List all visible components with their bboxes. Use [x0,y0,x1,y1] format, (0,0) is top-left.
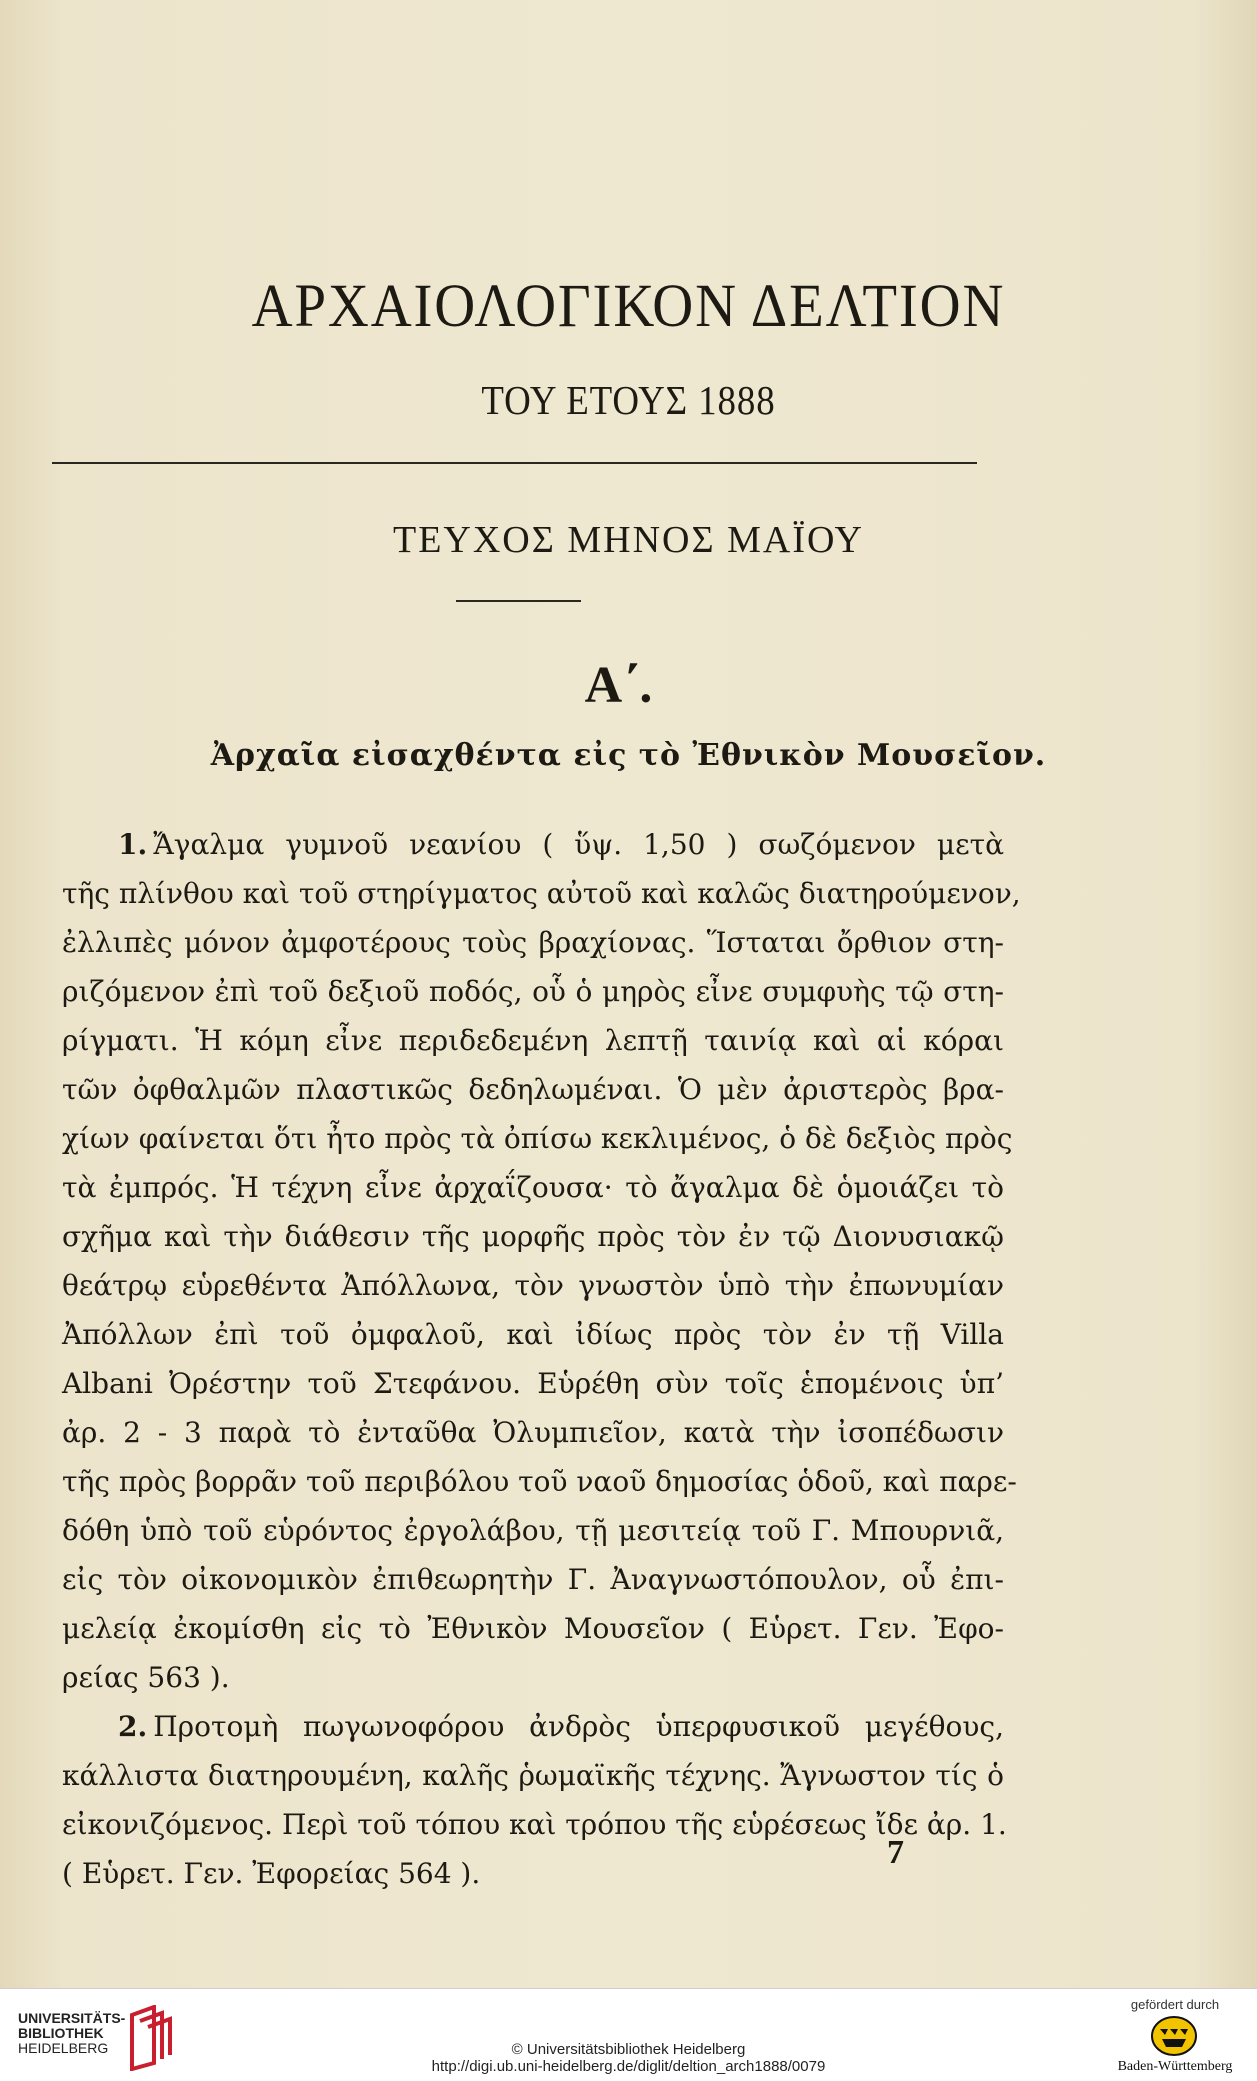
funder-crest-icon[interactable] [1150,2015,1198,2057]
text-line [62,918,1004,967]
text-line [62,1800,1007,1849]
text-line [62,1702,1004,1751]
text-line [62,1359,1004,1408]
text-line [62,1653,1004,1702]
copyright-text: © Universitätsbibliothek Heidelberg [511,2041,746,2058]
line-text: εἰς τὸν οἰκονομικὸν ἐπιθεωρητὴν Γ. Ἀναγνωστόπουλον, οὗ ἐπι- [62,1563,1004,1596]
text-line [62,1849,1004,1898]
issue-heading: ΤΕΥΧΟΣ ΜΗΝΟΣ ΜΑΪΟΥ [393,519,864,561]
text-line [62,1751,1004,1800]
text-line [62,1212,1004,1261]
line-text: Προτομὴ πωγωνοφόρου ἀνδρὸς ὑπερφυσικοῦ μεγέθους, [153,1710,1004,1743]
library-name-line: UNIVERSITÄTS- [18,2010,126,2026]
text-line [62,820,1004,869]
journal-title: ΑΡΧΑΙΟΛΟΓΙΚΟΝ ΔΕΛΤΙΟΝ [251,273,1006,340]
copyright-notice [0,2041,1257,2075]
line-text: θεάτρῳ εὑρεθέντα Ἀπόλλωνα, τὸν γνωστὸν ὑπὸ τὴν ἐπωνυμίαν [62,1269,1004,1302]
line-text: χίων φαίνεται ὅτι ἦτο πρὸς τὰ ὀπίσω κεκλιμένος, ὁ δὲ δεξιὸς πρὸς [62,1122,1013,1155]
library-name-line: HEIDELBERG [18,2040,109,2056]
line-text: εἰκονιζόμενος. Περὶ τοῦ τόπου καὶ τρόπου τῆς εὑρέσεως ἴδε ἀρ. 1. [62,1808,1007,1841]
line-text: ρείας 563 ). [62,1661,230,1694]
section-letter: Α΄. [584,657,653,714]
journal-year: ΤΟΥ ΕΤΟΥΣ 1888 [481,377,776,423]
line-text: ρίγματι. Ἡ κόμη εἶνε περιδεδεμένη λεπτῇ ταινίᾳ καὶ αἱ κόραι [62,1024,1004,1057]
text-line [62,1065,1004,1114]
text-line [62,967,1004,1016]
text-line [62,1555,1004,1604]
text-line [62,1604,1004,1653]
paragraph-number: 2. [118,1710,148,1743]
line-text: Ἀπόλλων ἐπὶ τοῦ ὀμφαλοῦ, καὶ ἰδίως πρὸς τὸν ἐν τῇ Villa [62,1318,1004,1351]
text-line [62,1016,1004,1065]
page-number: 7 [887,1834,904,1871]
library-name-line: BIBLIOTHEK [18,2025,104,2041]
digitization-footer [0,1988,1257,2081]
line-text: τῆς πλίνθου καὶ τοῦ στηρίγματος αὐτοῦ καὶ καλῶς διατηρούμενον, [62,877,1021,910]
funder-name: Baden-Württemberg [1117,2059,1233,2074]
text-line [62,1163,1004,1212]
line-text: Albani Ὀρέστην τοῦ Στεφάνου. Εὑρέθη σὺν τοῖς ἑπομένοις ὑπ’ [62,1367,1004,1400]
title-rule [52,462,977,464]
line-text: κάλλιστα διατηρουμένη, καλῆς ῥωμαϊκῆς τέχνης. Ἄγνωστον τίς ὁ [62,1759,1004,1792]
text-line [62,1310,1004,1359]
paragraph-number: 1. [118,828,148,861]
text-line [62,1261,1004,1310]
text-line [62,1457,1017,1506]
permalink-url[interactable]: http://digi.ub.uni-heidelberg.de/diglit/deltion_arch1888/0079 [431,2058,826,2075]
line-text: τῶν ὀφθαλμῶν πλαστικῶς δεδηλωμέναι. Ὁ μὲν ἀριστερὸς βρα- [62,1073,1004,1106]
line-text: σχῆμα καὶ τὴν διάθεσιν τῆς μορφῆς πρὸς τὸν ἐν τῷ Διονυσιακῷ [62,1220,1004,1253]
line-text: ( Εὑρετ. Γεν. Ἐφορείας 564 ). [62,1857,481,1890]
line-text: δόθη ὑπὸ τοῦ εὑρόντος ἐργολάβου, τῇ μεσιτείᾳ τοῦ Γ. Μπουρνιᾶ, [62,1514,1004,1547]
text-line [62,1408,1004,1457]
text-line [62,1506,1004,1555]
body-text [62,820,1021,1898]
issue-rule [456,600,581,602]
line-text: ριζόμενον ἐπὶ τοῦ δεξιοῦ ποδός, οὗ ὁ μηρὸς εἶνε συμφυὴς τῷ στη- [62,975,1004,1008]
line-text: ἐλλιπὲς μόνον ἀμφοτέρους τοὺς βραχίονας. Ἵσταται ὄρθιον στη- [62,926,1004,959]
funder-label: gefördert durch [1130,1997,1220,2012]
line-text: Ἄγαλμα γυμνοῦ νεανίου ( ὕψ. 1,50 ) σωζόμενον μετὰ [153,828,1004,861]
text-line [62,1114,1013,1163]
line-text: τὰ ἐμπρός. Ἡ τέχνη εἶνε ἀρχαΐζουσα· τὸ ἄγαλμα δὲ ὁμοιάζει τὸ [62,1171,1004,1204]
line-text: μελείᾳ ἐκομίσθη εἰς τὸ Ἐθνικὸν Μουσεῖον ( Εὑρετ. Γεν. Ἐφο- [62,1612,1004,1645]
section-title: Ἀρχαῖα εἰσαχθέντα εἰς τὸ Ἐθνικὸν Μουσεῖον. [210,738,1047,773]
line-text: ἀρ. 2 - 3 παρὰ τὸ ἐνταῦθα Ὀλυμπιεῖον, κατὰ τὴν ἰσοπέδωσιν [62,1416,1004,1449]
line-text: τῆς πρὸς βορρᾶν τοῦ περιβόλου τοῦ ναοῦ δημοσίας ὁδοῦ, καὶ παρε- [62,1465,1017,1498]
text-line [62,869,1021,918]
